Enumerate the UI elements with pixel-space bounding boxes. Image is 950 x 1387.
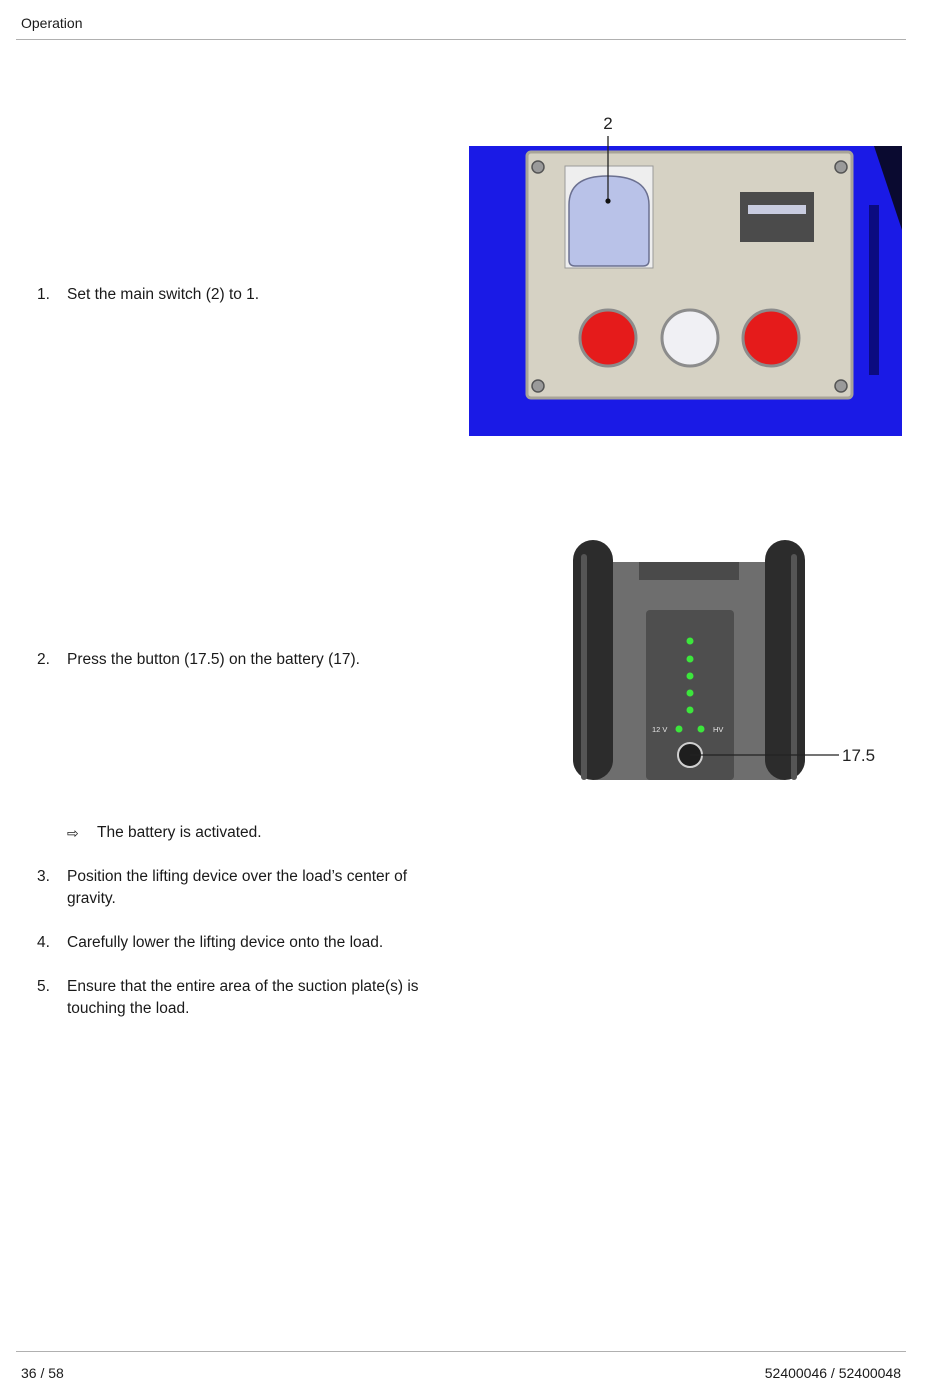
step-text: Set the main switch (2) to 1. [67,286,260,303]
display-slot [740,192,814,242]
red-button-icon [743,310,799,366]
red-button-icon [580,310,636,366]
step-number: 2. [37,651,50,668]
battery-handle-left [573,540,613,780]
step-text: Press the button (17.5) on the battery (17). [67,651,360,668]
battery-top-notch [639,562,739,580]
step-text: Ensure that the entire area of the suction plate(s) is touching the load. [67,978,419,1017]
charge-led-icon [687,656,694,663]
charge-led-icon [687,638,694,645]
battery-figure [573,540,880,780]
step-number: 1. [37,286,50,303]
result-text: The battery is activated. [97,824,262,841]
battery-handle-right [765,540,805,780]
frame-edge [869,205,879,375]
display-window [748,205,806,214]
header-rule [16,39,906,40]
callout-17-5-label: 17.5 [842,746,876,765]
control-box-figure [469,110,902,440]
page-number: 36 / 58 [21,1365,64,1381]
panel-screw-icon [532,161,544,173]
battery-handle-right-highlight [791,554,797,780]
panel-screw-icon [835,161,847,173]
page-header-title: Operation [21,15,83,31]
charge-led-icon [687,707,694,714]
white-button-icon [662,310,718,366]
step-number: 5. [37,978,50,995]
hv-led-icon [698,726,705,733]
step-text: Carefully lower the lifting device onto the load. [67,934,384,951]
document-number: 52400046 / 52400048 [764,1365,901,1381]
hv-label: HV [713,725,724,734]
battery-handle-left-highlight [581,554,587,780]
12v-label: 12 V [652,725,668,734]
result-arrow-icon: ⇨ [67,825,79,841]
panel-screw-icon [532,380,544,392]
charge-led-icon [687,690,694,697]
step-number: 3. [37,868,50,885]
step-number: 4. [37,934,50,951]
footer-rule [16,1351,906,1352]
main-switch-icon [569,176,649,266]
charge-led-icon [687,673,694,680]
panel-screw-icon [835,380,847,392]
step-text: Position the lifting device over the load’s center of gravity. [67,868,408,907]
callout-2-dot [605,198,610,203]
12v-led-icon [676,726,683,733]
callout-2-label: 2 [603,114,613,133]
